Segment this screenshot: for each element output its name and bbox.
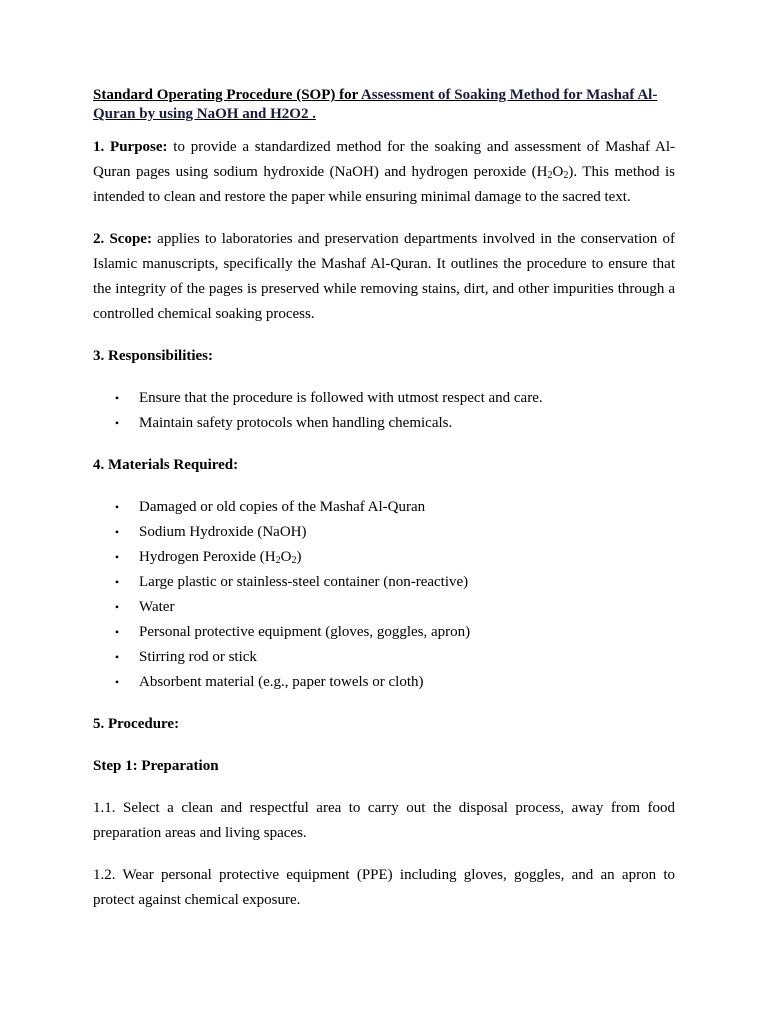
bullet-icon: • [114,600,120,614]
title-main: Assessment of Soaking Method for Mashaf Al-Quran by using NaOH and H2O2 . [93,87,658,122]
list-item [93,620,675,645]
responsibilities-list [93,386,675,436]
list-item [93,545,675,570]
step1-heading: Step 1: Preparation [93,758,219,774]
purpose-text: to provide a standardized method for the soaking and assessment of Mashaf Al-Quran pages using sodium hydroxide (NaOH) and hydrogen peroxide (H [93,139,675,180]
list-item [93,520,675,545]
purpose-heading: 1. Purpose: [93,139,168,155]
step-1-2-paragraph: 1.2. Wear personal protective equipment (PPE) including gloves, goggles, and an apron to protect against chemical exposure. [93,867,675,908]
list-item [93,495,675,520]
subscript: 2 [291,555,297,566]
list-item-text: Damaged or old copies of the Mashaf Al-Quran [139,499,426,515]
bullet-icon: • [114,391,120,405]
scope-text: applies to laboratories and preservation departments involved in the conservation of Islamic manuscripts, specifically the Mashaf Al-Quran. It outlines the procedure to ensure that the integrity of the pages is preserved while removing stains, dirt, and other impurities through a controlled chemical soaking process. [93,231,675,322]
list-item [93,386,675,411]
document-body [93,86,675,913]
list-item-text: Ensure that the procedure is followed with utmost respect and care. [139,390,543,406]
procedure-heading: 5. Procedure: [93,716,180,732]
bullet-icon: • [114,625,120,639]
scope-paragraph [93,227,675,327]
materials-list [93,495,675,695]
bullet-icon: • [114,675,120,689]
subscript: 2 [563,170,569,181]
scope-heading: 2. Scope: [93,231,152,247]
purpose-text: O [552,164,564,180]
bullet-icon: • [114,550,120,564]
list-item-text: Large plastic or stainless-steel container (non-reactive) [139,574,469,590]
list-item [93,670,675,695]
bullet-icon: • [114,650,120,664]
list-item-text: Stirring rod or stick [139,649,257,665]
list-item-text: Absorbent material (e.g., paper towels or cloth) [139,674,424,690]
bullet-icon: • [114,525,120,539]
subscript: 2 [275,555,281,566]
bullet-icon: • [114,500,120,514]
list-item-text: ) [296,549,302,565]
bullet-icon: • [114,575,120,589]
list-item-text: O [280,549,292,565]
list-item [93,411,675,436]
step-1-1-paragraph: 1.1. Select a clean and respectful area to carry out the disposal process, away from food preparation areas and living spaces. [93,800,675,841]
list-item-text: Personal protective equipment (gloves, goggles, apron) [139,624,471,640]
responsibilities-heading: 3. Responsibilities: [93,348,214,364]
list-item-text: Water [139,599,175,615]
list-item-text: Sodium Hydroxide (NaOH) [139,524,307,540]
subscript: 2 [547,170,553,181]
title-prefix: Standard Operating Procedure (SOP) for [93,87,361,103]
list-item-text: Hydrogen Peroxide (H [139,549,276,565]
document-title [93,86,675,124]
materials-heading: 4. Materials Required: [93,457,239,473]
list-item [93,570,675,595]
bullet-icon: • [114,416,120,430]
list-item-text: Maintain safety protocols when handling chemicals. [139,415,453,431]
list-item [93,595,675,620]
purpose-paragraph [93,135,675,210]
list-item [93,645,675,670]
purpose-text: ). This method is intended to clean and restore the paper while ensuring minimal damage to the sacred text. [93,164,675,205]
